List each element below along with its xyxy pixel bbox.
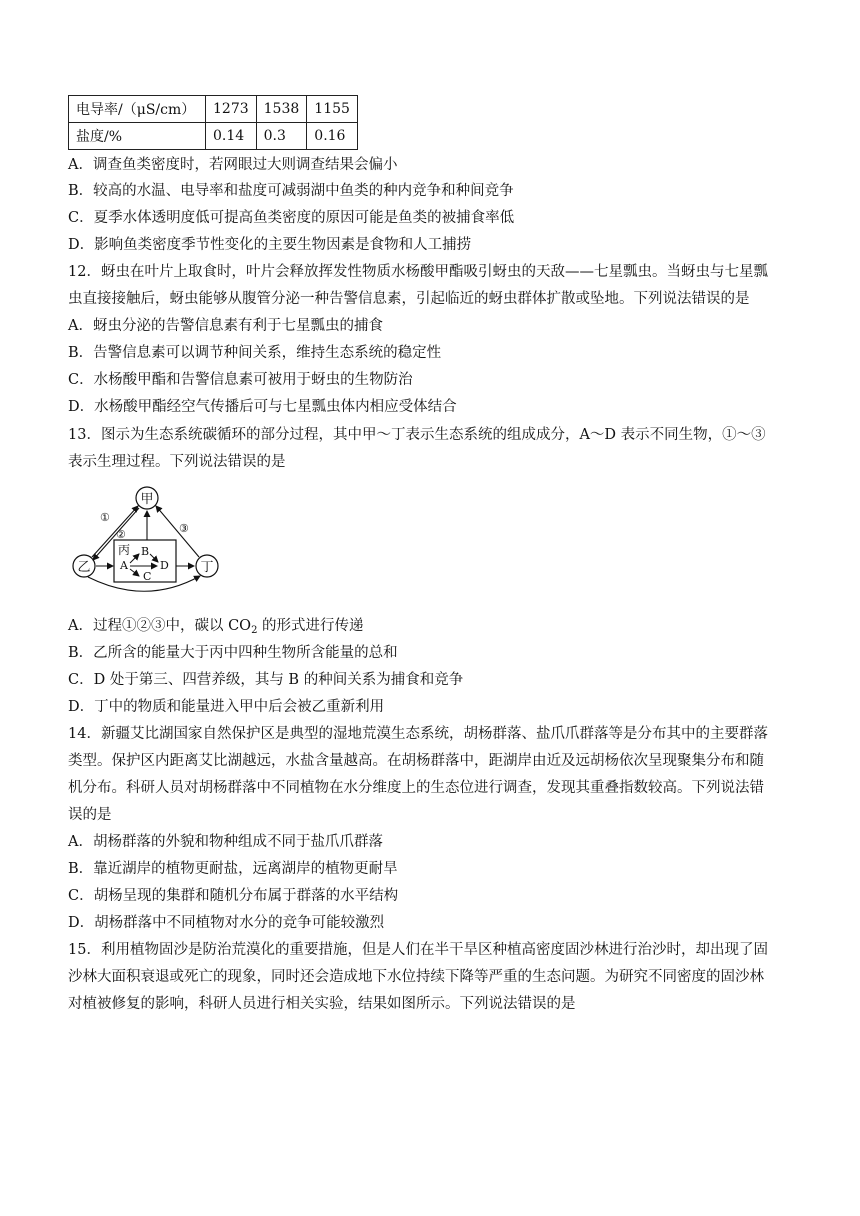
label-a: A [120,559,128,572]
label-process-1: ① [100,511,110,524]
q14-option-c: C．胡杨呈现的集群和随机分布属于群落的水平结构 [68,888,399,904]
q13-option-d: D．丁中的物质和能量进入甲中后会被乙重新利用 [68,699,385,715]
label-c: C [143,570,152,583]
row-label: 盐度/% [69,123,206,150]
q15-stem-line: 15．利用植物固沙是防治荒漠化的重要措施，但是人们在半干旱区种植高密度固沙林进行治沙时，却出现了固 [68,942,768,958]
q11-option-b: B．较高的水温、电导率和盐度可减弱湖中鱼类的种内竞争和种间竞争 [68,183,514,199]
q11-option-c: C．夏季水体透明度低可提高鱼类密度的原因可能是鱼类的被捕食率低 [68,210,515,226]
table-cell: 1155 [307,96,358,123]
row-label: 电导率/（μS/cm） [69,96,206,123]
arrow-a-to-b [130,554,139,563]
arrow-b-to-d [150,554,158,562]
carbon-cycle-diagram [68,484,228,596]
table-cell: 1273 [206,96,257,123]
q15-stem-line: 对植被修复的影响，科研人员进行相关实验，结果如图所示。下列说法错误的是 [68,996,576,1012]
table-cell: 0.14 [206,123,257,150]
q14-stem-line: 14．新疆艾比湖国家自然保护区是典型的湿地荒漠生态系统，胡杨群落、盐爪爪群落等是分布其中的主要群落 [68,726,768,742]
q12-option-b: B．告警信息素可以调节种间关系，维持生态系统的稳定性 [68,345,442,361]
q14-option-b: B．靠近湖岸的植物更耐盐，远离湖岸的植物更耐旱 [68,861,398,877]
label-process-3: ③ [179,522,189,535]
q14-stem-line: 类型。保护区内距离艾比湖越远，水盐含量越高。在胡杨群落中，距湖岸由近及远胡杨依次呈现聚集分布和随 [68,753,764,769]
q13-option-a: A．过程①②③中，碳以 $CO_2$ 的形式进行传递 [68,618,364,636]
label-process-2: ② [116,528,126,541]
q12-option-a: A．蚜虫分泌的告警信息素有利于七星瓢虫的捕食 [68,318,383,334]
q15-stem-line: 沙林大面积衰退或死亡的现象，同时还会造成地下水位持续下降等严重的生态问题。为研究不同密度的固沙林 [68,969,764,985]
q14-option-d: D．胡杨群落中不同植物对水分的竞争可能较激烈 [68,915,385,931]
q14-stem-line: 机分布。科研人员对胡杨群落中不同植物在水分维度上的生态位进行调查，发现其重叠指数较高。下列说法错 [68,780,764,796]
q11-option-d: D．影响鱼类密度季节性变化的主要生物因素是食物和人工捕捞 [68,237,472,253]
q13-stem-line: 13．图示为生态系统碳循环的部分过程，其中甲～丁表示生态系统的组成成分，A～D 表示不同生物，①～③ [68,427,766,443]
arrow-yi-to-jia [92,506,138,557]
q12-option-c: C．水杨酸甲酯和告警信息素可被用于蚜虫的生物防治 [68,372,413,388]
arrow-a-to-c [130,569,139,576]
q12-option-d: D．水杨酸甲酯经空气传播后可与七星瓢虫体内相应受体结合 [68,399,457,415]
q12-stem-line: 12．蚜虫在叶片上取食时，叶片会释放挥发性物质水杨酸甲酯吸引蚜虫的天敌——七星瓢虫。当蚜虫与七星瓢 [68,264,768,280]
arrow-ding-to-jia [156,506,199,557]
table-cell: 0.3 [256,123,307,150]
q11-option-a: A．调查鱼类密度时，若网眼过大则调查结果会偏小 [68,157,398,173]
data-table [68,95,358,150]
q12-stem-line: 虫直接接触后，蚜虫能够从腹管分泌一种告警信息素，引起临近的蚜虫群体扩散或坠地。下列说法错误的是 [68,291,750,307]
q14-stem-line: 误的是 [68,807,112,823]
q13-option-b: B．乙所含的能量大于丙中四种生物所含能量的总和 [68,645,398,661]
q13-option-c: C．D 处于第三、四营养级，其与 B 的种间关系为捕食和竞争 [68,672,464,688]
label-jia: 甲 [140,492,154,507]
table-cell: 0.16 [307,123,358,150]
label-d: D [160,559,169,572]
table-row [69,96,358,123]
label-b: B [141,545,150,558]
q14-option-a: A．胡杨群落的外貌和物种组成不同于盐爪爪群落 [68,834,383,850]
label-bing: 丙 [118,543,131,557]
label-ding: 丁 [200,560,214,575]
label-yi: 乙 [77,560,91,575]
table-cell: 1538 [256,96,307,123]
q13-stem-line: 表示生理过程。下列说法错误的是 [68,454,286,470]
table-row [69,123,358,150]
